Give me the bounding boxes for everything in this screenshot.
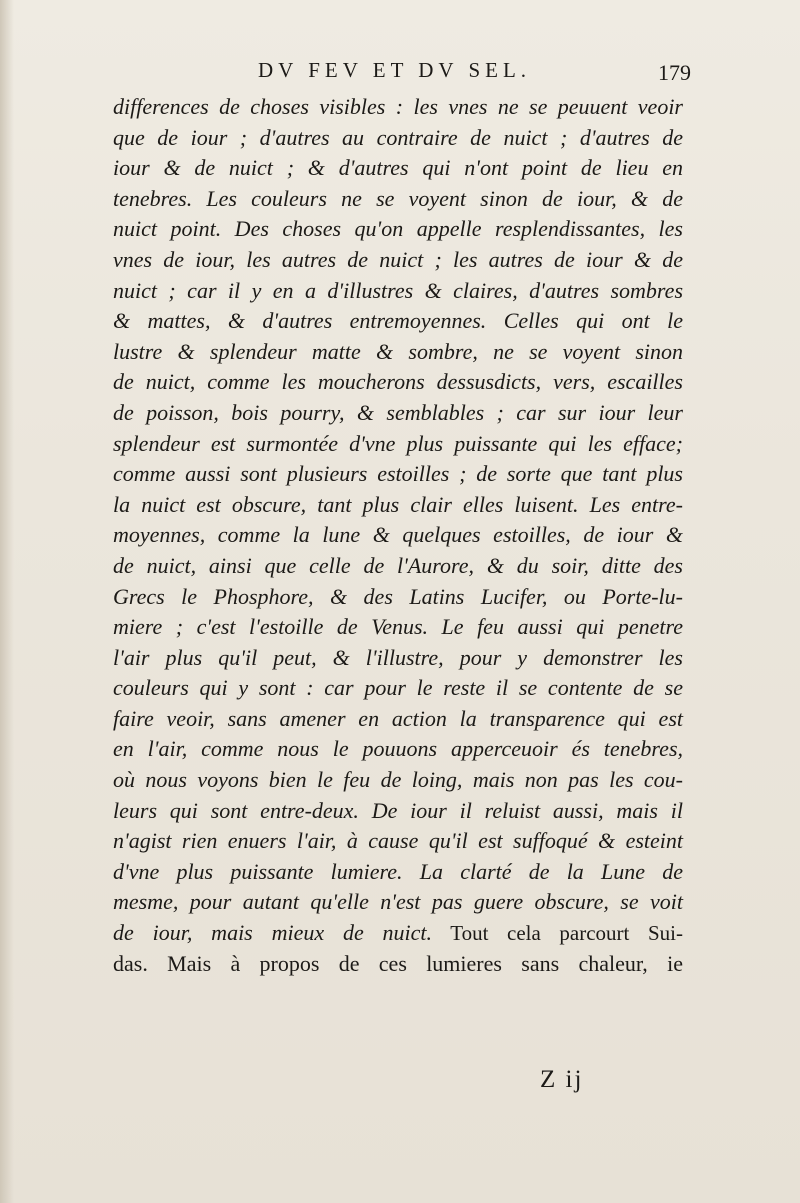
text-line: de poisson, bois pourry, & semblables ; car sur iour leur: [113, 399, 683, 425]
text-line: lustre & splendeur matte & sombre, ne se voyent sinon: [113, 338, 683, 364]
text-line: de nuict, comme les moucherons dessusdicts, vers, escailles: [113, 369, 683, 395]
text-italic-segment: de iour, mais mieux de nuict.: [113, 920, 433, 946]
text-line: tenebres. Les couleurs ne se voyent sinon de iour, & de: [113, 185, 683, 211]
text-line: comme aussi sont plusieurs estoilles ; de sorte que tant plus: [113, 461, 683, 487]
running-head: [0, 58, 800, 88]
text-line: nuict ; car il y en a d'illustres & claires, d'autres sombres: [113, 277, 683, 303]
text-line-roman: das. Mais à propos de ces lumieres sans chaleur, ie: [113, 950, 683, 976]
text-line: differences de choses visibles : les vnes ne se peuuent veoir: [113, 94, 683, 119]
page-fold-shadow: [0, 0, 14, 1203]
signature-mark: Z ij: [540, 1066, 584, 1093]
text-line-mixed: [113, 918, 683, 949]
text-line: leurs qui sont entre-deux. De iour il reluist aussi, mais il: [113, 797, 683, 823]
text-line: couleurs qui y sont : car pour le reste il se contente de se: [113, 675, 683, 701]
text-roman-segment: Tout cela parcourt Sui-: [432, 921, 683, 946]
body-text: [113, 92, 683, 979]
text-line: mesme, pour autant qu'elle n'est pas guere obscure, se voit: [113, 889, 683, 915]
text-line: iour & de nuict ; & d'autres qui n'ont point de lieu en: [113, 155, 683, 181]
text-line: que de iour ; d'autres au contraire de nuict ; d'autres de: [113, 124, 683, 150]
text-line: Grecs le Phosphore, & des Latins Lucifer, ou Porte-lu-: [113, 583, 683, 609]
text-line: moyennes, comme la lune & quelques estoilles, de iour &: [113, 522, 683, 548]
running-title: DV FEV ET DV SEL.: [258, 58, 532, 82]
text-line: faire veoir, sans amener en action la transparence qui est: [113, 705, 683, 731]
text-line: de nuict, ainsi que celle de l'Aurore, & du soir, ditte des: [113, 552, 683, 578]
text-line: splendeur est surmontée d'vne plus puissante qui les efface;: [113, 430, 683, 456]
text-line: en l'air, comme nous le pouuons apperceuoir és tenebres,: [113, 736, 683, 762]
text-line: n'agist rien enuers l'air, à cause qu'il est suffoqué & esteint: [113, 828, 683, 854]
page-number: 179: [658, 60, 691, 85]
text-line: l'air plus qu'il peut, & l'illustre, pour y demonstrer les: [113, 644, 683, 670]
text-line: où nous voyons bien le feu de loing, mais non pas les cou-: [113, 767, 683, 793]
text-line: miere ; c'est l'estoille de Venus. Le feu aussi qui penetre: [113, 614, 683, 640]
text-line: d'vne plus puissante lumiere. La clarté de la Lune de: [113, 858, 683, 884]
text-line: vnes de iour, les autres de nuict ; les autres de iour & de: [113, 246, 683, 272]
text-line: la nuict est obscure, tant plus clair elles luisent. Les entre-: [113, 491, 683, 517]
text-line: & mattes, & d'autres entremoyennes. Celles qui ont le: [113, 308, 683, 334]
text-line: nuict point. Des choses qu'on appelle resplendissantes, les: [113, 216, 683, 242]
